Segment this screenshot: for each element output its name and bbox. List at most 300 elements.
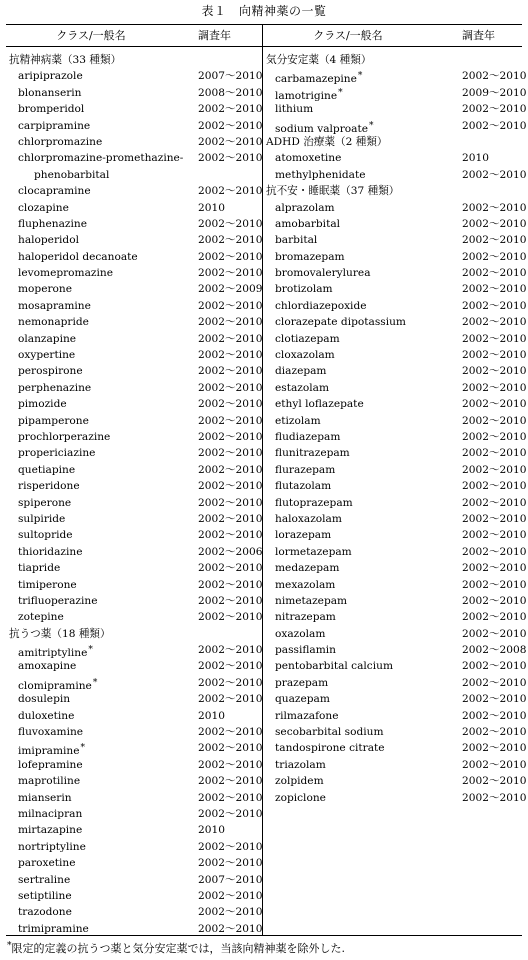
survey-year: 2002〜2006: [198, 545, 263, 558]
drug-name: [18, 839, 86, 855]
survey-year: 2002〜2010: [198, 496, 263, 509]
table-row: [6, 577, 262, 593]
table-row: [6, 249, 262, 265]
table-row: [263, 675, 527, 691]
survey-year: 2002〜2010: [198, 578, 263, 591]
drug-name: [275, 363, 326, 379]
drug-name: [275, 560, 339, 576]
table-row: [6, 331, 262, 347]
name-text: carpipramine: [18, 119, 91, 132]
name-text: flunitrazepam: [275, 447, 350, 460]
table-row: [6, 527, 262, 543]
table-row: [263, 560, 527, 576]
survey-year: 2002〜2008: [462, 644, 527, 657]
name-text: nimetazepam: [275, 594, 348, 607]
name-text: pimozide: [18, 398, 67, 411]
survey-year: 2002〜2010: [198, 365, 263, 378]
survey-year: 2002〜2010: [198, 119, 263, 132]
survey-year: 2002〜2010: [462, 299, 527, 312]
table-row: [6, 363, 262, 379]
survey-year: 2002〜2010: [462, 332, 527, 345]
table-row: [263, 150, 522, 166]
table-row: [263, 380, 527, 396]
table-row: [6, 68, 262, 84]
name-text: diazepam: [275, 365, 327, 378]
drug-name: [18, 363, 83, 379]
survey-year: 2002〜2010: [198, 676, 263, 689]
name-text: barbital: [275, 234, 318, 247]
name-text: quetiapine: [18, 463, 76, 476]
survey-year: 2002〜2010: [462, 627, 527, 640]
name-text: 気分安定薬（4 種類）: [266, 54, 372, 66]
footnote: [6, 940, 345, 956]
right-column: [263, 25, 527, 935]
name-text: flutazolam: [275, 480, 332, 493]
category-label: [266, 134, 388, 150]
survey-year: 2002〜2010: [198, 332, 263, 345]
table-row: [6, 839, 262, 855]
right-header: [263, 25, 522, 47]
survey-year: 2002〜2010: [462, 398, 527, 411]
table-row: [6, 298, 262, 314]
name-text: trimipramine: [18, 922, 89, 935]
name-text: etizolam: [275, 414, 321, 427]
survey-year: 2002〜2010: [462, 381, 527, 394]
name-text: flutoprazepam: [275, 496, 353, 509]
name-text: fluvoxamine: [18, 726, 84, 739]
drug-name: [275, 658, 393, 674]
table-row: [263, 527, 527, 543]
table-row: [263, 167, 527, 183]
drug-name: [18, 216, 87, 232]
survey-year: 2002〜2010: [198, 480, 263, 493]
drug-name: [275, 757, 326, 773]
survey-year: 2002〜2010: [198, 758, 263, 771]
asterisk-mark: *: [338, 87, 343, 98]
survey-year: 2002〜2010: [198, 217, 263, 230]
survey-year: 2002〜2010: [198, 562, 263, 575]
table-row: [6, 724, 262, 740]
table-row: [263, 85, 527, 102]
table-row: [263, 347, 527, 363]
drug-name: [18, 773, 80, 789]
survey-year: 2002〜2010: [198, 693, 263, 706]
drug-name: [18, 150, 183, 166]
drug-name: [275, 413, 321, 429]
left-rows: [6, 47, 262, 937]
survey-year: 2002〜2010: [198, 644, 263, 657]
drug-name: [275, 577, 335, 593]
drug-name: [275, 200, 335, 216]
survey-year: 2002〜2010: [462, 414, 527, 427]
drug-name: [275, 150, 341, 166]
table-row: [6, 150, 262, 166]
category-row: [6, 626, 262, 642]
drug-name: [18, 380, 91, 396]
survey-year: 2002〜2010: [198, 349, 263, 362]
name-text: oxazolam: [275, 627, 326, 640]
drug-name: [18, 462, 75, 478]
drug-name: [18, 724, 83, 740]
drug-name: [18, 921, 89, 937]
name-text: prazepam: [275, 676, 329, 689]
name-text: perospirone: [18, 365, 83, 378]
name-text: milnacipran: [18, 807, 83, 820]
drug-name: [18, 445, 95, 461]
drug-name: [18, 904, 72, 920]
footnote-mark: *: [7, 941, 12, 951]
name-text: methylphenidate: [275, 168, 366, 181]
survey-year: 2002〜2010: [462, 447, 527, 460]
drug-name: [275, 265, 371, 281]
survey-year: 2002〜2010: [462, 250, 527, 263]
survey-year: 2002〜2009: [198, 283, 263, 296]
table-row: [6, 708, 262, 724]
name-text: risperidone: [18, 480, 80, 493]
left-header: [6, 25, 262, 47]
survey-year: 2002〜2010: [198, 463, 263, 476]
right-rows: [263, 47, 527, 806]
survey-year: 2002〜2010: [462, 119, 527, 132]
name-text: mianserin: [18, 791, 72, 804]
drug-name: [275, 347, 335, 363]
drug-name: [18, 232, 79, 248]
table-row: [6, 101, 262, 117]
survey-year: 2002〜2010: [198, 889, 263, 902]
survey-year: 2002〜2010: [462, 791, 527, 804]
name-text: 抗精神病薬（33 種類）: [9, 54, 122, 66]
survey-year: 2002〜2010: [462, 103, 527, 116]
table-row: [6, 511, 262, 527]
drug-name: [275, 593, 347, 609]
drug-name: [18, 495, 71, 511]
table-row: [263, 511, 527, 527]
table-row: [6, 691, 262, 707]
name-text: fludiazepam: [275, 430, 341, 443]
table-row: [263, 396, 527, 412]
table-row: [263, 445, 527, 461]
category-label: [266, 183, 399, 199]
table-row: [263, 577, 527, 593]
table-row: [263, 281, 527, 297]
name-text: haloperidol decanoate: [18, 250, 138, 263]
drug-name: [275, 216, 340, 232]
drug-name: [275, 642, 336, 658]
name-text: mirtazapine: [18, 824, 83, 837]
table-row: [263, 265, 527, 281]
table-row: [263, 314, 527, 330]
drug-name: [18, 85, 82, 101]
table-row: [263, 429, 527, 445]
name-text: secobarbital sodium: [275, 726, 384, 739]
table-row: [263, 363, 527, 379]
survey-year: 2002〜2010: [462, 775, 527, 788]
name-text: alprazolam: [275, 201, 335, 214]
survey-year: 2002〜2010: [462, 726, 527, 739]
name-text: lofepramine: [18, 758, 83, 771]
drug-name: [275, 380, 329, 396]
drug-name: [18, 200, 69, 216]
name-text: spiperone: [18, 496, 72, 509]
drug-name: [275, 462, 335, 478]
drug-name: [275, 232, 317, 248]
table-row: [263, 249, 527, 265]
name-text: mosapramine: [18, 299, 91, 312]
survey-year: 2002〜2010: [462, 545, 527, 558]
table-row: [263, 200, 527, 216]
survey-year: 2002〜2010: [198, 250, 263, 263]
drug-name: [275, 724, 384, 740]
category-label: [9, 626, 111, 642]
survey-year: 2010: [198, 709, 225, 722]
name-text: nemonapride: [18, 316, 89, 329]
drug-name: [275, 298, 367, 314]
drug-name: [275, 527, 331, 543]
table-row: [263, 101, 527, 117]
name-text: setiptiline: [18, 889, 72, 902]
name-text: tiapride: [18, 562, 61, 575]
name-text: perphenazine: [18, 381, 92, 394]
survey-year: 2010: [198, 824, 225, 837]
name-text: nitrazepam: [275, 611, 336, 624]
drug-name: [18, 101, 84, 117]
name-text: lorazepam: [275, 529, 332, 542]
table-row: [6, 675, 262, 691]
name-text: atomoxetine: [275, 152, 342, 165]
header-year: 調査年: [462, 29, 495, 42]
name-text: thioridazine: [18, 545, 83, 558]
name-text: haloperidol: [18, 234, 79, 247]
name-text: clotiazepam: [275, 332, 340, 345]
survey-year: 2002〜2010: [198, 398, 263, 411]
name-text: brotizolam: [275, 283, 333, 296]
survey-year: 2002〜2010: [462, 365, 527, 378]
table-row: [6, 265, 262, 281]
table-row: [263, 331, 527, 347]
name-text: quazepam: [275, 693, 330, 706]
name-text: trifluoperazine: [18, 594, 98, 607]
name-text: maprotiline: [18, 775, 81, 788]
survey-year: 2002〜2010: [198, 840, 263, 853]
survey-year: 2002〜2010: [198, 430, 263, 443]
drug-name: [18, 544, 82, 560]
survey-year: 2002〜2010: [198, 152, 263, 165]
drug-name: [275, 331, 340, 347]
table-row: [263, 232, 527, 248]
left-column: [6, 25, 263, 935]
drug-name: [18, 413, 89, 429]
survey-year: 2002〜2010: [198, 234, 263, 247]
drug-name: [18, 68, 83, 84]
category-row: [263, 183, 522, 199]
name-text: bromperidol: [18, 103, 85, 116]
name-text: fluphenazine: [18, 217, 87, 230]
name-text: clorazepate dipotassium: [275, 316, 406, 329]
name-text: cloxazolam: [275, 349, 335, 362]
name-text: dosulepin: [18, 693, 71, 706]
name-text: ethyl loflazepate: [275, 398, 364, 411]
drug-name: [18, 806, 82, 822]
name-text: clocapramine: [18, 185, 91, 198]
table-row: [263, 757, 527, 773]
name-text: triazolam: [275, 758, 326, 771]
name-text: timiperone: [18, 578, 77, 591]
drug-name: [275, 708, 339, 724]
table-row: [263, 609, 527, 625]
survey-year: 2007〜2010: [198, 873, 263, 886]
name-text: zotepine: [18, 611, 64, 624]
drug-name: [18, 872, 70, 888]
asterisk-mark: *: [357, 71, 363, 82]
table-row: [263, 462, 527, 478]
drug-name: [18, 708, 74, 724]
table-row: [263, 478, 527, 494]
asterisk-mark: *: [368, 120, 374, 131]
survey-year: 2002〜2010: [462, 512, 527, 525]
drug-name: [275, 495, 353, 511]
table-row: [6, 921, 262, 937]
survey-year: 2002〜2010: [198, 414, 263, 427]
table-row: [6, 167, 262, 183]
category-label: [266, 52, 371, 68]
drug-name: [275, 544, 352, 560]
drug-name: [275, 445, 350, 461]
name-text: propericiazine: [18, 447, 96, 460]
survey-year: 2002〜2010: [198, 447, 263, 460]
table-row: [6, 118, 262, 134]
survey-year: 2002〜2010: [462, 562, 527, 575]
name-text: chlorpromazine-promethazine-: [18, 152, 184, 165]
table-row: [6, 183, 262, 199]
survey-year: 2002〜2010: [198, 857, 263, 870]
table-row: [6, 658, 262, 674]
drug-name: [18, 888, 72, 904]
drug-name: [275, 675, 328, 691]
drug-name: [275, 773, 324, 789]
asterisk-mark: *: [88, 645, 93, 656]
survey-year: 2002〜2010: [462, 529, 527, 542]
drug-name: [275, 691, 330, 707]
drug-name: [18, 593, 97, 609]
name-text: ADHD 治療薬（2 種類）: [266, 135, 388, 148]
survey-year: 2009〜2010: [462, 86, 527, 99]
survey-year: 2002〜2010: [198, 185, 263, 198]
survey-year: 2008〜2010: [198, 86, 263, 99]
survey-year: 2002〜2010: [462, 594, 527, 607]
survey-year: 2002〜2010: [462, 349, 527, 362]
name-text: blonanserin: [18, 86, 82, 99]
drug-name: [275, 281, 333, 297]
name-text: haloxazolam: [275, 512, 342, 525]
drug-name: [18, 577, 77, 593]
survey-year: 2002〜2010: [198, 660, 263, 673]
drug-name: [18, 658, 76, 674]
survey-year: 2002〜2010: [462, 70, 527, 83]
drug-name: [275, 249, 345, 265]
name-text: levomepromazine: [18, 267, 113, 280]
name-text: paroxetine: [18, 857, 76, 870]
drug-name: [18, 790, 72, 806]
name-text: aripiprazole: [18, 70, 83, 83]
survey-year: 2002〜2010: [462, 742, 527, 755]
name-text: passiflamin: [275, 644, 336, 657]
name-text: estazolam: [275, 381, 329, 394]
survey-year: 2002〜2010: [462, 267, 527, 280]
asterisk-mark: *: [80, 743, 86, 754]
name-text: pipamperone: [18, 414, 89, 427]
table-row: [6, 822, 262, 838]
drug-name: [275, 429, 340, 445]
drug-name: [18, 118, 90, 134]
table-row: [263, 642, 527, 658]
table-row: [263, 773, 527, 789]
category-label: [9, 52, 121, 68]
name-text: clomipramine: [18, 679, 92, 692]
table-row: [6, 495, 262, 511]
survey-year: 2002〜2010: [462, 496, 527, 509]
table-row: [263, 708, 527, 724]
survey-year: 2002〜2010: [462, 676, 527, 689]
table-row: [6, 445, 262, 461]
drug-name: [18, 298, 91, 314]
table-row: [6, 790, 262, 806]
survey-year: 2002〜2010: [198, 381, 263, 394]
survey-year: 2002〜2010: [198, 103, 263, 116]
drug-name: [18, 265, 113, 281]
survey-year: 2002〜2010: [198, 267, 263, 280]
table-row: [263, 216, 527, 232]
table-row: [6, 314, 262, 330]
name-text: sodium valproate: [275, 122, 368, 135]
name-text: carbamazepine: [275, 73, 357, 86]
survey-year: 2002〜2010: [462, 578, 527, 591]
drug-name: [275, 396, 364, 412]
name-text: rilmazafone: [275, 709, 339, 722]
survey-year: 2002〜2010: [198, 922, 263, 935]
survey-year: 2002〜2010: [462, 709, 527, 722]
survey-year: 2002〜2010: [198, 742, 263, 755]
drug-name: [18, 511, 65, 527]
survey-year: 2002〜2010: [198, 807, 263, 820]
table-row: [263, 544, 527, 560]
table-row: [263, 413, 527, 429]
survey-year: 2002〜2010: [462, 480, 527, 493]
drug-name: [18, 527, 73, 543]
table-row: [6, 544, 262, 560]
drug-name: [275, 314, 406, 330]
table-row: [6, 806, 262, 822]
survey-year: 2002〜2010: [198, 906, 263, 919]
name-text: sulpiride: [18, 512, 66, 525]
survey-year: 2010: [198, 201, 225, 214]
table-row: [263, 593, 527, 609]
survey-year: 2007〜2010: [198, 70, 263, 83]
header-name: クラス/一般名: [56, 29, 126, 42]
survey-year: 2002〜2010: [198, 512, 263, 525]
table-row: [6, 593, 262, 609]
survey-year: 2002〜2010: [198, 299, 263, 312]
table-row: [6, 872, 262, 888]
name-text: chlordiazepoxide: [275, 299, 367, 312]
drug-name: [275, 167, 365, 183]
table-row: [6, 232, 262, 248]
name-text: zolpidem: [275, 775, 324, 788]
survey-year: 2002〜2010: [462, 283, 527, 296]
drug-name: [275, 626, 325, 642]
survey-year: 2002〜2010: [462, 234, 527, 247]
survey-year: 2002〜2010: [198, 611, 263, 624]
name-text: flurazepam: [275, 463, 336, 476]
